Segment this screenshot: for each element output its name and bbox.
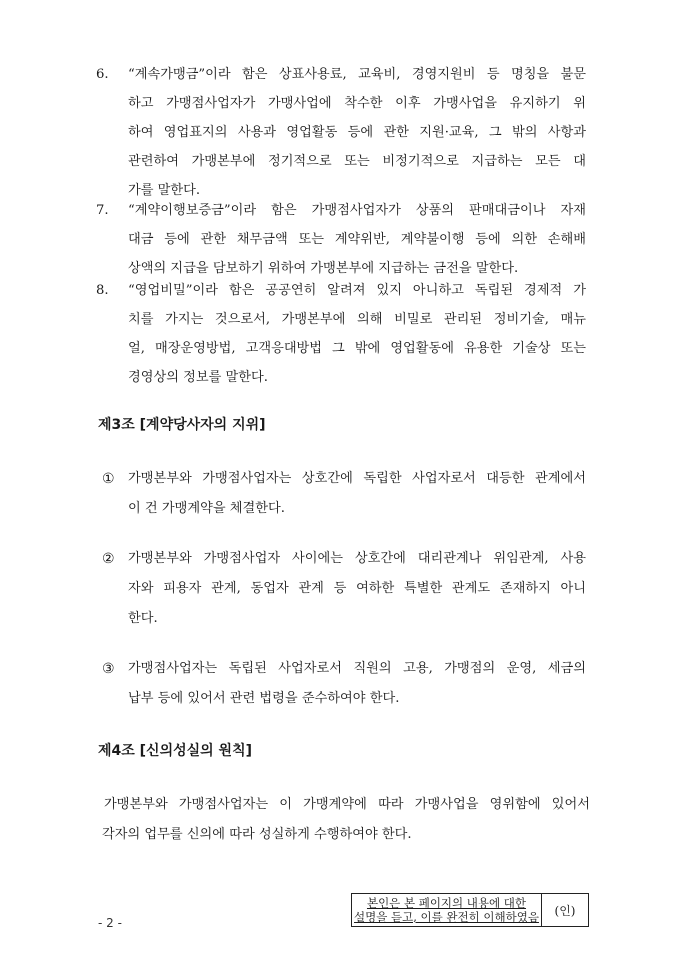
page-number: - 2 - xyxy=(98,916,122,930)
clause-line: 자와 피용자 관계, 동업자 관계 등 여하한 특별한 관계도 존재하지 아니 xyxy=(128,581,586,596)
clause-line: 한다. xyxy=(128,611,158,626)
definition-item-8 xyxy=(96,276,586,392)
clause-line: 납부 등에 있어서 관련 법령을 준수하여야 한다. xyxy=(128,691,400,706)
clause-number: ② xyxy=(102,551,115,567)
definition-number: 7. xyxy=(96,203,109,218)
definition-line: 치를 가지는 것으로서, 가맹본부에 의해 비밀로 관리된 정비기술, 매뉴 xyxy=(128,312,586,327)
definition-line: 대금 등에 관한 채무금액 또는 계약위반, 계약불이행 등에 의한 손해배 xyxy=(128,232,586,247)
article-3-heading: 제3조 [계약당사자의 지위] xyxy=(98,417,266,433)
definition-line: 하고 가맹점사업자가 가맹사업에 착수한 이후 가맹사업을 유지하기 위 xyxy=(128,96,586,111)
paragraph-line: 가맹본부와 가맹점사업자는 이 가맹계약에 따라 가맹사업을 영위함에 있어서 xyxy=(104,797,590,812)
article-3-clause-1 xyxy=(102,464,586,524)
definition-line: 하여 영업표지의 사용과 영업활동 등에 관한 지원·교육, 그 밖의 사항과 xyxy=(128,125,586,140)
article-4-heading: 제4조 [신의성실의 원칙] xyxy=(98,743,253,759)
definition-item-7 xyxy=(96,196,586,283)
confirmation-text xyxy=(352,894,542,926)
definition-line: “영업비밀”이라 함은 공공연히 알려져 있지 아니하고 독립된 경제적 가 xyxy=(128,283,586,298)
clause-line: 가맹본부와 가맹점사업자는 상호간에 독립한 사업자로서 대등한 관계에서 xyxy=(128,471,586,486)
article-4-paragraph xyxy=(102,790,590,850)
seal-field[interactable]: (인) xyxy=(554,903,576,918)
definition-line: “계속가맹금”이라 함은 상표사용료, 교육비, 경영지원비 등 명칭을 불문 xyxy=(128,67,586,82)
confirmation-line-1: 본인은 본 페이지의 내용에 대한 xyxy=(366,896,527,910)
definition-line: 관련하여 가맹본부에 정기적으로 또는 비정기적으로 지급하는 모든 대 xyxy=(128,154,586,169)
definition-line: 상액의 지급을 담보하기 위하여 가맹본부에 지급하는 금전을 말한다. xyxy=(128,261,519,276)
article-3-clause-3 xyxy=(102,654,586,714)
clause-line: 이 건 가맹계약을 체결한다. xyxy=(128,501,285,516)
article-3-clause-2 xyxy=(102,544,586,634)
clause-number: ① xyxy=(102,471,115,487)
paragraph-line: 각자의 업무를 신의에 따라 성실하게 수행하여야 한다. xyxy=(102,827,412,842)
definition-item-6 xyxy=(96,60,586,205)
definition-line: 얼, 매장운영방법, 고객응대방법 그 밖에 영업활동에 유용한 기술상 또는 xyxy=(128,341,586,356)
clause-line: 가맹점사업자는 독립된 사업자로서 직원의 고용, 가맹점의 운영, 세금의 xyxy=(128,661,586,676)
definition-line: 경영상의 정보를 말한다. xyxy=(128,370,268,385)
clause-line: 가맹본부와 가맹점사업자 사이에는 상호간에 대리관계나 위임관계, 사용 xyxy=(128,551,586,566)
confirmation-line-2: 설명을 듣고, 이를 완전히 이해하였음 xyxy=(354,910,539,924)
definition-line: “계약이행보증금”이라 함은 가맹점사업자가 상품의 판매대금이나 자재 xyxy=(128,203,586,218)
definition-line: 가를 말한다. xyxy=(128,183,201,198)
clause-number: ③ xyxy=(102,661,115,677)
confirmation-box xyxy=(351,893,589,927)
definition-number: 6. xyxy=(96,67,109,82)
definition-number: 8. xyxy=(96,283,109,298)
